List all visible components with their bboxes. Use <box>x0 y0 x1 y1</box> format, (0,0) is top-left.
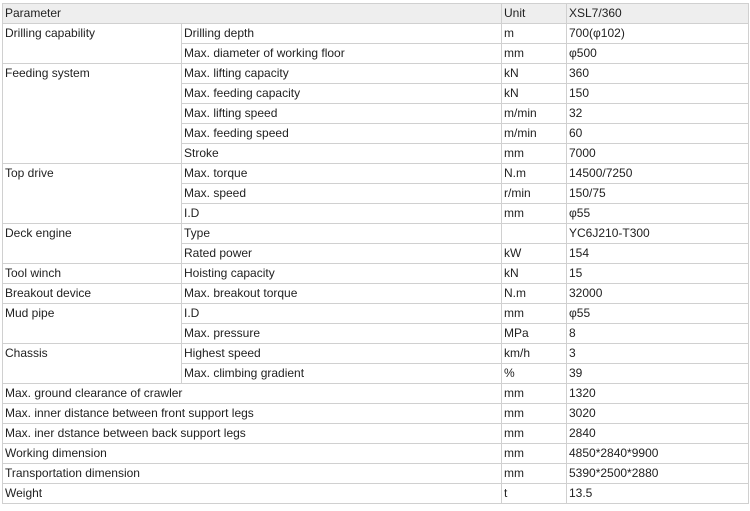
group-cell: Breakout device <box>3 284 182 304</box>
unit-cell: kN <box>502 84 567 104</box>
unit-cell: m <box>502 24 567 44</box>
item-cell: Max. breakout torque <box>182 284 502 304</box>
header-parameter: Parameter <box>3 4 502 24</box>
unit-cell: mm <box>502 404 567 424</box>
value-cell: φ55 <box>567 204 749 224</box>
value-cell: 8 <box>567 324 749 344</box>
item-cell: Max. lifting speed <box>182 104 502 124</box>
value-cell: 154 <box>567 244 749 264</box>
group-cell: Mud pipe <box>3 304 182 344</box>
value-cell: 15 <box>567 264 749 284</box>
parameter-cell: Max. ground clearance of crawler <box>3 384 502 404</box>
item-cell: I.D <box>182 304 502 324</box>
item-cell: Max. speed <box>182 184 502 204</box>
value-cell: 5390*2500*2880 <box>567 464 749 484</box>
table-row <box>3 24 749 44</box>
parameter-cell: Max. iner dstance between back support legs <box>3 424 502 444</box>
value-cell: 3020 <box>567 404 749 424</box>
item-cell: Max. pressure <box>182 324 502 344</box>
table-row <box>3 164 749 184</box>
item-cell: Type <box>182 224 502 244</box>
group-cell: Deck engine <box>3 224 182 264</box>
group-cell: Top drive <box>3 164 182 224</box>
parameter-cell: Working dimension <box>3 444 502 464</box>
table-row <box>3 284 749 304</box>
unit-cell: mm <box>502 44 567 64</box>
unit-cell: mm <box>502 204 567 224</box>
item-cell: Max. lifting capacity <box>182 64 502 84</box>
table-row <box>3 384 749 404</box>
unit-cell: N.m <box>502 164 567 184</box>
value-cell: 7000 <box>567 144 749 164</box>
value-cell: 150 <box>567 84 749 104</box>
item-cell: Max. feeding speed <box>182 124 502 144</box>
unit-cell: t <box>502 484 567 504</box>
value-cell: 3 <box>567 344 749 364</box>
unit-cell: mm <box>502 384 567 404</box>
unit-cell: r/min <box>502 184 567 204</box>
table-row <box>3 464 749 484</box>
specifications-table-body <box>3 4 749 504</box>
unit-cell: mm <box>502 304 567 324</box>
unit-cell: mm <box>502 464 567 484</box>
table-row <box>3 484 749 504</box>
table-row <box>3 424 749 444</box>
item-cell: I.D <box>182 204 502 224</box>
value-cell: 1320 <box>567 384 749 404</box>
item-cell: Highest speed <box>182 344 502 364</box>
table-row <box>3 224 749 244</box>
table-row <box>3 344 749 364</box>
unit-cell: % <box>502 364 567 384</box>
unit-cell: MPa <box>502 324 567 344</box>
table-row <box>3 444 749 464</box>
item-cell: Drilling depth <box>182 24 502 44</box>
unit-cell: mm <box>502 424 567 444</box>
unit-cell: m/min <box>502 104 567 124</box>
parameter-cell: Max. inner distance between front support legs <box>3 404 502 424</box>
value-cell: 360 <box>567 64 749 84</box>
header-model: XSL7/360 <box>567 4 749 24</box>
unit-cell: mm <box>502 144 567 164</box>
value-cell: 4850*2840*9900 <box>567 444 749 464</box>
specifications-table <box>2 3 749 504</box>
unit-cell <box>502 224 567 244</box>
value-cell: 32 <box>567 104 749 124</box>
table-row <box>3 64 749 84</box>
table-row <box>3 264 749 284</box>
unit-cell: kW <box>502 244 567 264</box>
group-cell: Chassis <box>3 344 182 384</box>
value-cell: 32000 <box>567 284 749 304</box>
group-cell: Drilling capability <box>3 24 182 64</box>
item-cell: Max. climbing gradient <box>182 364 502 384</box>
table-header-row <box>3 4 749 24</box>
item-cell: Max. feeding capacity <box>182 84 502 104</box>
table-row <box>3 304 749 324</box>
item-cell: Max. torque <box>182 164 502 184</box>
table-row <box>3 404 749 424</box>
item-cell: Max. diameter of working floor <box>182 44 502 64</box>
value-cell: φ500 <box>567 44 749 64</box>
value-cell: 13.5 <box>567 484 749 504</box>
group-cell: Tool winch <box>3 264 182 284</box>
unit-cell: km/h <box>502 344 567 364</box>
value-cell: 2840 <box>567 424 749 444</box>
unit-cell: m/min <box>502 124 567 144</box>
group-cell: Feeding system <box>3 64 182 164</box>
value-cell: φ55 <box>567 304 749 324</box>
item-cell: Rated power <box>182 244 502 264</box>
item-cell: Stroke <box>182 144 502 164</box>
value-cell: 60 <box>567 124 749 144</box>
unit-cell: kN <box>502 64 567 84</box>
unit-cell: kN <box>502 264 567 284</box>
value-cell: 700(φ102) <box>567 24 749 44</box>
parameter-cell: Weight <box>3 484 502 504</box>
value-cell: YC6J210-T300 <box>567 224 749 244</box>
item-cell: Hoisting capacity <box>182 264 502 284</box>
unit-cell: mm <box>502 444 567 464</box>
parameter-cell: Transportation dimension <box>3 464 502 484</box>
value-cell: 14500/7250 <box>567 164 749 184</box>
value-cell: 150/75 <box>567 184 749 204</box>
unit-cell: N.m <box>502 284 567 304</box>
value-cell: 39 <box>567 364 749 384</box>
header-unit: Unit <box>502 4 567 24</box>
